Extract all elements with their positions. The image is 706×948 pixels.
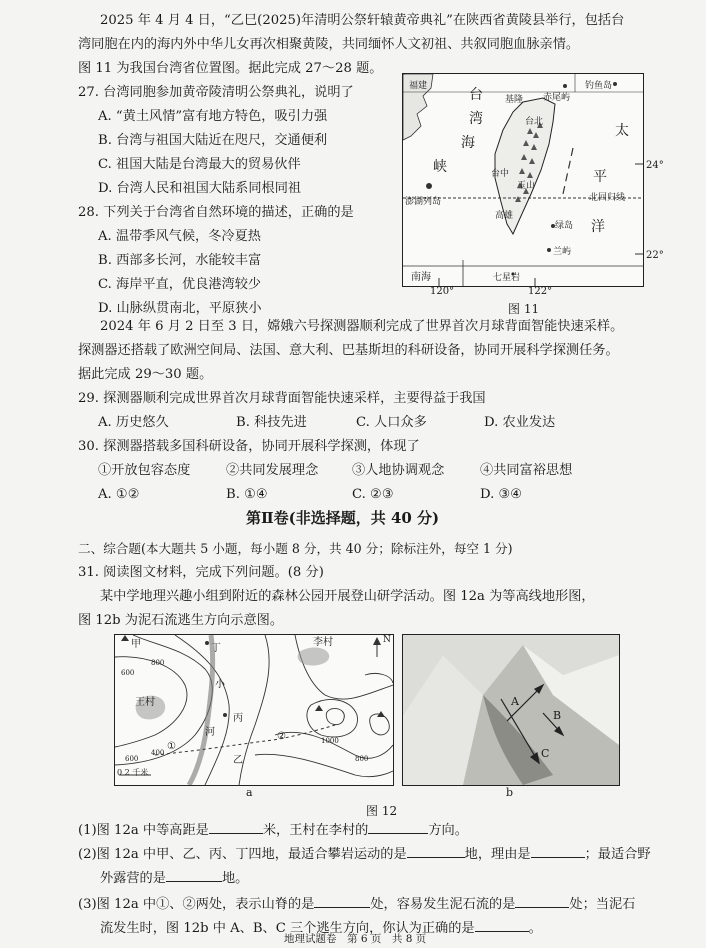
map-label-ludao: 绿岛 xyxy=(555,221,574,231)
q29-option-c: C. 人口众多 xyxy=(356,415,427,430)
fig12a-north: N xyxy=(383,635,391,645)
q28-option-d: D. 山脉纵贯南北，平原狭小 xyxy=(98,301,262,316)
fig12a-scale: 0 2 千米 xyxy=(117,768,149,777)
fig12a-he: 河 xyxy=(205,727,215,738)
map-label-ping: 平 xyxy=(593,169,607,185)
q31-part2-blank-1[interactable] xyxy=(407,844,465,858)
q30-option-a: A. ①② xyxy=(98,487,140,502)
q31-part2-blank-2[interactable] xyxy=(531,844,585,858)
fig12a-jia: 甲 xyxy=(131,639,141,650)
q27-stem: 27. 台湾同胞参加黄帝陵清明公祭典礼，说明了 xyxy=(78,85,354,100)
map-lat-24: 24° xyxy=(646,160,664,171)
map-label-yushan: 玉山 xyxy=(517,181,536,191)
escape-drawing xyxy=(403,635,619,785)
map-label-hai: 海 xyxy=(461,135,475,151)
q30-option-c: C. ②③ xyxy=(352,487,394,502)
fig12a-sub-caption: a xyxy=(246,786,253,799)
q31-part3-text-e: 。 xyxy=(528,921,542,936)
map-label-lanyu: 兰屿 xyxy=(553,247,572,257)
map-label-yang: 洋 xyxy=(591,219,605,235)
q31-part2-cont xyxy=(100,868,248,887)
fig12a-marker-1: ① xyxy=(167,741,176,752)
figure-11-caption: 图 11 xyxy=(508,302,540,316)
q31-part1-blank-1[interactable] xyxy=(209,820,263,834)
intro2-line3: 据此完成 29～30 题。 xyxy=(78,367,213,382)
fig12a-licun: 李村 xyxy=(313,637,333,648)
taiwan-map xyxy=(402,73,644,287)
q28-option-c: C. 海岸平直，优良港湾较少 xyxy=(98,277,262,292)
q28-option-b: B. 西部多长河，水能较丰富 xyxy=(98,253,262,268)
map-label-penghu: 澎湖列岛 xyxy=(405,197,442,207)
fig12a-ding: 丁 xyxy=(211,643,221,654)
fig12a-elev-400: 400 xyxy=(151,749,165,757)
map-label-chiwei: 赤尾屿 xyxy=(543,93,571,103)
q27-option-a: A. “黄土风情”富有地方特色，吸引力强 xyxy=(98,109,328,124)
intro1-line1: 2025 年 4 月 4 日，“乙巳(2025)年清明公祭轩辕黄帝典礼”在陕西省黄陵县举行，包括台 xyxy=(100,13,625,28)
fig12a-xiao: 小 xyxy=(215,679,225,690)
q31-part3-blank-1[interactable] xyxy=(314,894,370,908)
map-label-tai: 太 xyxy=(615,123,629,139)
figure-12b-escape-diagram xyxy=(402,634,620,786)
q30-option-b: B. ①④ xyxy=(226,487,268,502)
q31-intro-line2: 图 12b 为泥石流逃生方向示意图。 xyxy=(78,613,284,628)
fig12a-yi: 乙 xyxy=(233,755,243,766)
figure-12a-contour-map xyxy=(114,634,394,786)
q29-option-d: D. 农业发达 xyxy=(484,415,556,430)
fig12b-sub-caption: b xyxy=(506,786,514,799)
map-lon-122: 122° xyxy=(528,286,553,297)
q28-stem: 28. 下列关于台湾省自然环境的描述，正确的是 xyxy=(78,205,354,220)
q31-part1 xyxy=(78,820,468,839)
q27-option-b: B. 台湾与祖国大陆近在咫尺，交通便利 xyxy=(98,133,328,148)
figure-12-caption: 图 12 xyxy=(366,804,398,818)
fig12b-arrow-c: C xyxy=(541,747,550,760)
q30-statement-4: ④共同富裕思想 xyxy=(480,463,573,478)
q31-part3-text-c: 处；当泥石 xyxy=(569,897,636,912)
map-label-qixingyan: 七星岩 xyxy=(493,273,521,283)
q31-part2-text-e: 地。 xyxy=(221,871,249,886)
q31-part2-text-d: 外露营的是 xyxy=(100,871,166,886)
map-label-nanhai: 南海 xyxy=(411,272,431,283)
fig12a-elev-600a: 600 xyxy=(121,669,135,677)
q31-part3-text-b: 处，容易发生泥石流的是 xyxy=(370,897,516,912)
fig12a-marker-2: ② xyxy=(277,731,286,742)
q30-statement-2: ②共同发展理念 xyxy=(226,463,319,478)
q27-option-c: C. 祖国大陆是台湾最大的贸易伙伴 xyxy=(98,157,301,172)
q31-part3 xyxy=(78,894,635,913)
q31-part1-blank-2[interactable] xyxy=(368,820,428,834)
q30-statement-3: ③人地协调观念 xyxy=(352,463,445,478)
q28-option-a: A. 温带季风气候，冬冷夏热 xyxy=(98,229,261,244)
map-label-wan: 湾 xyxy=(469,111,483,127)
q31-part2-text-c: ；最适合野 xyxy=(584,847,651,862)
q29-option-a: A. 历史悠久 xyxy=(98,415,169,430)
q31-part3-blank-2[interactable] xyxy=(515,894,569,908)
map-label-gaoxiong: 高雄 xyxy=(495,211,514,221)
fig12a-elev-600b: 600 xyxy=(125,755,139,763)
section-2-title: 第Ⅱ卷(非选择题，共 40 分) xyxy=(246,509,440,527)
fig12a-elev-800a: 800 xyxy=(151,659,165,667)
map-lat-22: 22° xyxy=(646,250,664,261)
q31-part3-blank-3[interactable] xyxy=(475,918,529,932)
q31-part1-text-b: 米，王村在李村的 xyxy=(262,823,369,838)
intro2-line1: 2024 年 6 月 2 日至 3 日，嫦娥六号探测器顺利完成了世界首次月球背面智能快速采样。 xyxy=(100,319,624,334)
q31-part1-text-a: (1)图 12a 中等高距是 xyxy=(78,823,209,838)
q30-stem: 30. 探测器搭载多国科研设备，协同开展科学探测，体现了 xyxy=(78,439,420,454)
section-2-instructions: 二、综合题(本大题共 5 小题，每小题 8 分，共 40 分；除标注外，每空 1 分) xyxy=(78,541,513,556)
map-label-xia: 峡 xyxy=(433,159,447,175)
q29-stem: 29. 探测器顺利完成世界首次月球背面智能快速采样，主要得益于我国 xyxy=(78,391,486,406)
fig12b-arrow-a: A xyxy=(511,695,519,708)
fig12a-bing: 丙 xyxy=(233,713,243,724)
map-label-diaoyu: 钓鱼岛 xyxy=(585,81,613,91)
map-label-taizhong: 台中 xyxy=(491,169,510,179)
map-label-fujian: 福建 xyxy=(409,81,428,91)
q30-option-d: D. ③④ xyxy=(480,487,523,502)
map-label-tropic: 北回归线 xyxy=(589,193,626,203)
q31-part2-blank-3[interactable] xyxy=(166,868,222,882)
q31-part1-text-c: 方向。 xyxy=(428,823,468,838)
q31-intro-line1: 某中学地理兴趣小组到附近的森林公园开展登山研学活动。图 12a 为等高线地形图， xyxy=(100,589,595,604)
q31-part2 xyxy=(78,844,651,863)
fig12b-arrow-b: B xyxy=(553,709,562,722)
intro2-line2: 探测器还搭载了欧洲空间局、法国、意大利、巴基斯坦的科研设备，协同开展科学探测任务。 xyxy=(78,343,619,358)
q31-part2-text-b: 地，理由是 xyxy=(464,847,531,862)
page-footer: 地理试题卷 第 6 页 共 8 页 xyxy=(284,933,427,945)
q27-option-d: D. 台湾人民和祖国大陆系同根同祖 xyxy=(98,181,302,196)
map-label-taiwan: 台 xyxy=(469,87,483,103)
fig12a-elev-800b: 800 xyxy=(355,755,369,763)
q30-statement-1: ①开放包容态度 xyxy=(98,463,191,478)
map-label-keelung: 基隆 xyxy=(505,95,524,105)
q31-stem: 31. 阅读图文材料，完成下列问题。(8 分) xyxy=(78,565,324,580)
intro1-line2: 湾同胞在内的海内外中华儿女再次相聚黄陵，共同缅怀人文初祖、共叙同胞血脉亲情。 xyxy=(78,37,580,52)
q31-part3-text-d: 流发生时，图 12b 中 A、B、C 三个逃生方向，你认为正确的是 xyxy=(100,921,475,936)
intro1-line3: 图 11 为我国台湾省位置图。据此完成 27～28 题。 xyxy=(78,61,383,76)
fig12a-elev-1000: 1000 xyxy=(321,737,339,745)
map-lon-120: 120° xyxy=(430,286,455,297)
q31-part2-text-a: (2)图 12a 中甲、乙、丙、丁四地，最适合攀岩运动的是 xyxy=(78,847,407,862)
fig12a-wangcun: 王村 xyxy=(135,697,155,708)
contour-drawing xyxy=(115,635,393,785)
map-label-taibei: 台北 xyxy=(525,117,544,127)
q29-option-b: B. 科技先进 xyxy=(236,415,307,430)
q31-part3-text-a: (3)图 12a 中①、②两处，表示山脊的是 xyxy=(78,897,315,912)
